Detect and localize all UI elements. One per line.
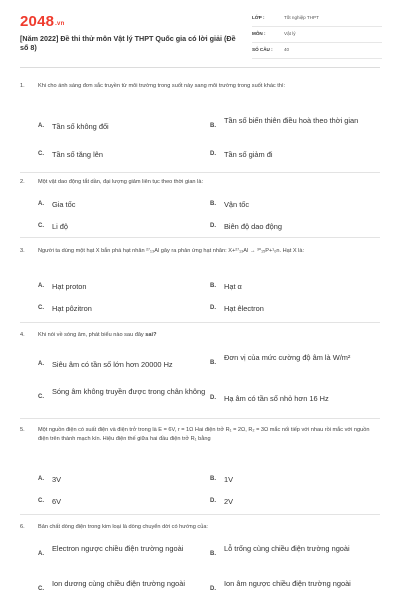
- option-letter: D.: [210, 305, 216, 311]
- option-text: Siêu âm có tần số lớn hơn 20000 Hz: [52, 360, 173, 369]
- meta-subject-value: Vật lý: [284, 31, 296, 36]
- meta-grade-key: LỚP :: [252, 15, 265, 20]
- question-text: Một vật dao động tắt dần, đại lượng giảm liên tục theo thời gian là:: [38, 179, 204, 185]
- question-number: 3.: [20, 248, 25, 254]
- option-letter: B.: [210, 551, 216, 557]
- meta-question-count-key: SỐ CÂU :: [252, 47, 273, 52]
- option-text: Biên độ dao động: [224, 222, 282, 231]
- option-letter: A.: [38, 201, 44, 207]
- option-d[interactable]: [210, 497, 380, 506]
- option-text: Electron ngược chiều điện trường ngoài: [52, 544, 184, 553]
- option-letter: A.: [38, 361, 44, 367]
- document-title: [Năm 2022] Đề thi thử môn Vật lý THPT Quốc gia có lời giải (Đề số 8): [20, 34, 236, 52]
- option-text: Lỗ trống cùng chiều điện trường ngoài: [224, 544, 350, 553]
- option-d[interactable]: [210, 304, 380, 313]
- option-text: Ion dương cùng chiều điện trường ngoài: [52, 579, 185, 588]
- option-letter: B.: [210, 476, 216, 482]
- option-text: Gia tốc: [52, 200, 76, 209]
- site-logo[interactable]: 2048.vn: [20, 13, 65, 30]
- option-text: 1V: [224, 475, 234, 484]
- option-c[interactable]: [38, 387, 208, 400]
- question-stem: [20, 523, 380, 532]
- option-c[interactable]: [38, 304, 208, 313]
- question-text: Người ta dùng một hạt X bắn phá hạt nhân ²⁷₁₃Al gây ra phản ứng hạt nhân: X+²⁷₁₃Al → ³⁰₁₅P+¹₀n. Hạt X là:: [38, 248, 305, 254]
- question-number: 2.: [20, 179, 25, 185]
- option-d[interactable]: [210, 394, 380, 403]
- option-a[interactable]: [38, 475, 208, 484]
- option-text: Tần số tăng lên: [52, 150, 103, 159]
- option-text: Sóng âm không truyền được trong chân không: [52, 387, 206, 396]
- meta-grade: [252, 13, 382, 27]
- meta-subject: [252, 29, 382, 43]
- option-letter: D.: [210, 586, 216, 592]
- question-divider: [20, 418, 380, 419]
- option-letter: B.: [210, 360, 216, 366]
- option-text: Hạ âm có tần số nhỏ hơn 16 Hz: [224, 394, 329, 403]
- option-text: 2V: [224, 497, 234, 506]
- option-letter: B.: [210, 283, 216, 289]
- option-text: Hạt êlectron: [224, 304, 264, 313]
- option-b[interactable]: [210, 200, 380, 209]
- option-letter: D.: [210, 223, 216, 229]
- question-number: 1.: [20, 83, 25, 89]
- option-text: Hạt proton: [52, 282, 87, 291]
- meta-question-count-value: 40: [284, 47, 290, 52]
- question-number: 4.: [20, 332, 25, 338]
- option-text: 3V: [52, 475, 62, 484]
- option-b[interactable]: [210, 475, 380, 484]
- option-b[interactable]: [210, 116, 380, 129]
- option-c[interactable]: [38, 222, 208, 231]
- question-number: 6.: [20, 524, 25, 530]
- option-a[interactable]: [38, 282, 208, 291]
- question-number: 5.: [20, 427, 25, 433]
- document-header: [0, 0, 400, 66]
- option-c[interactable]: [38, 497, 208, 506]
- option-text: Li độ: [52, 222, 69, 231]
- meta-grade-value: Tốt nghiệp THPT: [284, 15, 319, 20]
- option-b[interactable]: [210, 544, 380, 557]
- option-letter: C.: [38, 151, 44, 157]
- meta-subject-key: MÔN :: [252, 31, 266, 36]
- option-letter: C.: [38, 305, 44, 311]
- question-divider: [20, 322, 380, 323]
- option-letter: B.: [210, 123, 216, 129]
- option-text: Hạt α: [224, 282, 242, 291]
- option-letter: D.: [210, 395, 216, 401]
- option-text: Ion âm ngược chiều điện trường ngoài: [224, 579, 351, 588]
- option-letter: A.: [38, 476, 44, 482]
- question-stem: [20, 247, 380, 256]
- question-stem: [20, 82, 380, 91]
- option-letter: B.: [210, 201, 216, 207]
- option-a[interactable]: [38, 544, 208, 557]
- option-text: Vận tốc: [224, 200, 250, 209]
- header-divider: [20, 67, 380, 68]
- question-text: Khi nói về sóng âm, phát biểu nào sau đây: [38, 332, 146, 338]
- option-b[interactable]: [210, 282, 380, 291]
- option-d[interactable]: [210, 579, 380, 592]
- option-letter: C.: [38, 394, 44, 400]
- option-letter: A.: [38, 283, 44, 289]
- option-text: Tần số giảm đi: [224, 150, 273, 159]
- option-a[interactable]: [38, 360, 208, 369]
- option-b[interactable]: [210, 353, 380, 366]
- option-letter: C.: [38, 586, 44, 592]
- question-divider: [20, 172, 380, 173]
- option-letter: D.: [210, 151, 216, 157]
- option-letter: C.: [38, 223, 44, 229]
- question-divider: [20, 237, 380, 238]
- option-a[interactable]: [38, 200, 208, 209]
- option-text: Hạt pôzitron: [52, 304, 92, 313]
- option-text: Đơn vị của mức cường độ âm là W/m²: [224, 353, 351, 362]
- option-text: 6V: [52, 497, 62, 506]
- option-letter: A.: [38, 123, 44, 129]
- option-d[interactable]: [210, 222, 380, 231]
- question-stem: [20, 331, 380, 340]
- option-d[interactable]: [210, 150, 380, 159]
- option-letter: D.: [210, 498, 216, 504]
- option-text: Tần số biến thiên điều hoà theo thời gian: [224, 116, 359, 125]
- question-stem: [20, 426, 380, 444]
- question-divider: [20, 514, 380, 515]
- option-a[interactable]: [38, 122, 208, 131]
- option-c[interactable]: [38, 150, 208, 159]
- question-text: Khi cho ánh sáng đơn sắc truyền từ môi trường trong suốt này sang môi trường trong suốt khác thì:: [38, 83, 286, 89]
- question-text: Bản chất dòng điện trong kim loại là dòng chuyển dời có hướng của:: [38, 524, 208, 530]
- meta-question-count: [252, 45, 382, 59]
- option-letter: C.: [38, 498, 44, 504]
- option-letter: A.: [38, 551, 44, 557]
- option-c[interactable]: [38, 579, 208, 592]
- question-text: Một nguồn điện có suất điện và điện trở trong là E = 6V, r = 1Ω Hai điện trở R₁ = 2Ω, R₂ = 3Ω mắc nối tiếp với nhau rồi mắc với nguồn điện trên thành mạch kín. Hiệu điện thế giữa hai đầu điện trở R₁ bằng: [38, 427, 370, 442]
- exam-meta: [252, 13, 382, 61]
- question-stem: [20, 178, 380, 187]
- question-emphasis: sai?: [145, 332, 157, 338]
- option-text: Tần số không đổi: [52, 122, 109, 131]
